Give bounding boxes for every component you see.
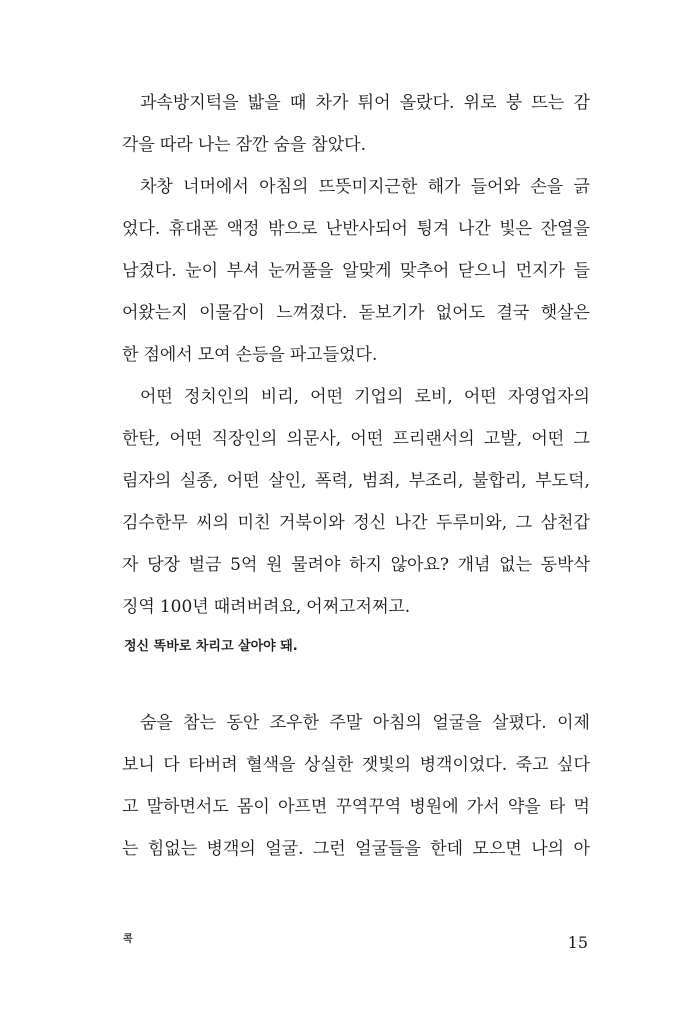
word: 폭력, (315, 471, 354, 491)
word: 맞추어 (400, 261, 450, 281)
quote-line: 정신 똑바로 차리고 살아야 돼. (124, 639, 298, 654)
word: 튕겨 (416, 219, 450, 239)
word: 점에서 (143, 345, 193, 365)
word: 병원에 (409, 797, 459, 817)
word: 잔열을 (540, 219, 590, 239)
word: 다 (163, 755, 180, 775)
text-line (122, 792, 590, 822)
word: 나는 (197, 135, 231, 155)
word: 타버려 (188, 755, 238, 775)
word: 어떤 (310, 387, 343, 407)
word: 100년 (159, 597, 209, 617)
word: 않아요? (390, 555, 449, 575)
word: 뜨뜻미지근한 (318, 177, 418, 197)
word: 병객이었다. (419, 755, 508, 775)
word: 꾸역꾸역 (335, 797, 402, 817)
word: 부도덕, (535, 471, 590, 491)
word: 위로 (463, 93, 497, 113)
word: 밖으로 (267, 219, 318, 239)
word: 정치인의 (183, 387, 250, 407)
word: 어쩌고저쩌고. (306, 597, 411, 617)
word: 부조리, (408, 471, 464, 491)
word: 어왔는지 (122, 303, 188, 323)
word: 들 (573, 261, 590, 281)
word: 나의 (531, 839, 565, 859)
word: 나간 (394, 513, 428, 533)
word: 동박삭 (540, 555, 590, 575)
word: 각을 (122, 135, 155, 155)
word: 그 (515, 513, 533, 533)
word: 잿빛의 (361, 755, 412, 775)
word: 따라 (159, 135, 193, 155)
word: 느껴졌다. (276, 303, 348, 323)
word: 고 (122, 797, 139, 817)
word: 한탄, (122, 429, 161, 449)
word: 아프면 (277, 797, 328, 817)
text-line (122, 834, 590, 864)
text-line (122, 466, 590, 496)
word: 미친 (237, 513, 271, 533)
text-line (122, 214, 590, 244)
word: 김수한무 (122, 513, 188, 533)
text-line (122, 130, 590, 160)
word: 해가 (427, 177, 461, 197)
word: 하지 (349, 555, 382, 575)
word: 너머에서 (183, 177, 249, 197)
word: 이물감이 (199, 303, 265, 323)
word: 한 (122, 345, 139, 365)
word: 돋보기가 (358, 303, 425, 323)
text-line (122, 592, 590, 622)
word: 몸이 (236, 797, 270, 817)
word: 참는 (183, 713, 217, 733)
word: 가서 (466, 797, 500, 817)
word: 먹 (573, 797, 590, 817)
word: 긁 (573, 177, 590, 197)
word: 보니 (122, 755, 155, 775)
word: 조우한 (269, 713, 320, 733)
word: 의문사, (286, 429, 342, 449)
word: 액정 (226, 219, 260, 239)
word: 는 (122, 839, 139, 859)
word: 들어와 (470, 177, 521, 197)
word: 올랐다. (399, 93, 455, 113)
word: 없어도 (435, 303, 486, 323)
word: 고발, (483, 429, 523, 449)
word: 모여 (197, 345, 231, 365)
word: 과속방지턱을 (140, 93, 239, 113)
word: 자 (122, 555, 139, 575)
word: 빛은 (499, 219, 533, 239)
word: 직장인의 (211, 429, 278, 449)
word: 아침의 (259, 177, 309, 197)
word: 실종, (179, 471, 219, 491)
word: 비리, (260, 387, 300, 407)
word: 그런 (312, 839, 346, 859)
word: 튀어 (357, 93, 391, 113)
word: 범죄, (361, 471, 401, 491)
word: 정신 (353, 513, 387, 533)
word: 손을 (530, 177, 564, 197)
word: 아침의 (372, 713, 422, 733)
text-line (122, 88, 590, 118)
word: 숨을 (140, 713, 173, 733)
word: 혈색을 (246, 755, 296, 775)
word: 차창 (140, 177, 173, 197)
word: 닫으니 (457, 261, 508, 281)
word: 부셔 (226, 261, 260, 281)
word: 파고들었다. (289, 345, 378, 365)
text-line (122, 550, 590, 580)
text-line (122, 708, 590, 738)
text-line (122, 340, 590, 370)
word: 병객의 (206, 839, 256, 859)
text-line (122, 256, 590, 286)
word: 삼천갑 (540, 513, 590, 533)
word: 참았다. (311, 135, 366, 155)
word: 그 (573, 429, 590, 449)
word: 기업의 (354, 387, 404, 407)
word: 얼굴들을 (355, 839, 421, 859)
word: 원 (266, 555, 283, 575)
text-line (122, 508, 590, 538)
word: 자영업자의 (507, 387, 590, 407)
word: 휴대폰 (168, 219, 219, 239)
word: 어떤 (226, 471, 260, 491)
word: 남겼다. (122, 261, 177, 281)
word: 물려야 (291, 555, 341, 575)
text-line (122, 172, 590, 202)
word: 차가 (315, 93, 349, 113)
word: 타 (548, 797, 566, 817)
word: 불합리, (471, 471, 527, 491)
word: 얼굴을 (432, 713, 482, 733)
word: 당장 (147, 555, 180, 575)
word: 밟을 (247, 93, 281, 113)
word: 싶다 (557, 755, 590, 775)
word: 주말 (329, 713, 363, 733)
word: 햇살은 (540, 303, 590, 323)
word: 얼굴. (265, 839, 304, 859)
word: 눈꺼풀을 (267, 261, 334, 281)
word: 나간 (457, 219, 491, 239)
word: 살폈다. (492, 713, 547, 733)
word: 한데 (430, 839, 464, 859)
word: 상실한 (303, 755, 354, 775)
word: 잠깐 (235, 135, 269, 155)
word: 감 (573, 93, 590, 113)
word: 어떤 (350, 429, 384, 449)
word: 림자의 (122, 471, 172, 491)
word: 씨의 (196, 513, 230, 533)
word: 뜨는 (531, 93, 565, 113)
word: 붕 (505, 93, 523, 113)
word: 먼지가 (515, 261, 565, 281)
text-line (122, 382, 590, 412)
word: 때 (289, 93, 307, 113)
word: 프리랜서의 (392, 429, 475, 449)
running-title: 콕 (123, 934, 133, 945)
word: 두루미와, (436, 513, 508, 533)
word: 개념 (457, 555, 491, 575)
word: 동안 (226, 713, 260, 733)
word: 로비, (414, 387, 453, 407)
word: 약을 (507, 797, 541, 817)
word: 손등을 (235, 345, 285, 365)
word: 어떤 (531, 429, 565, 449)
word: 눈이 (185, 261, 219, 281)
word: 힘없는 (147, 839, 198, 859)
word: 어떤 (169, 429, 203, 449)
word: 거북이와 (279, 513, 345, 533)
word: 징역 (122, 597, 155, 617)
word: 어떤 (463, 387, 497, 407)
word: 알맞게 (342, 261, 392, 281)
word: 죽고 (515, 755, 549, 775)
word: 모으면 (472, 839, 522, 859)
word: 아 (573, 839, 590, 859)
word: 었다. (122, 219, 161, 239)
word: 살인, (268, 471, 307, 491)
text-line (122, 424, 590, 454)
word: 난반사되어 (325, 219, 408, 239)
word: 이제 (557, 713, 590, 733)
word: 없는 (499, 555, 532, 575)
text-line (122, 298, 590, 328)
word: 어떤 (140, 387, 173, 407)
word: 결국 (496, 303, 530, 323)
page-number: 15 (567, 933, 588, 952)
word: 말하면서도 (146, 797, 229, 817)
word: 숨을 (273, 135, 307, 155)
word: 5억 (230, 555, 258, 575)
word: 벌금 (188, 555, 222, 575)
text-line (122, 750, 590, 780)
word: 때려버려요, (213, 597, 302, 617)
